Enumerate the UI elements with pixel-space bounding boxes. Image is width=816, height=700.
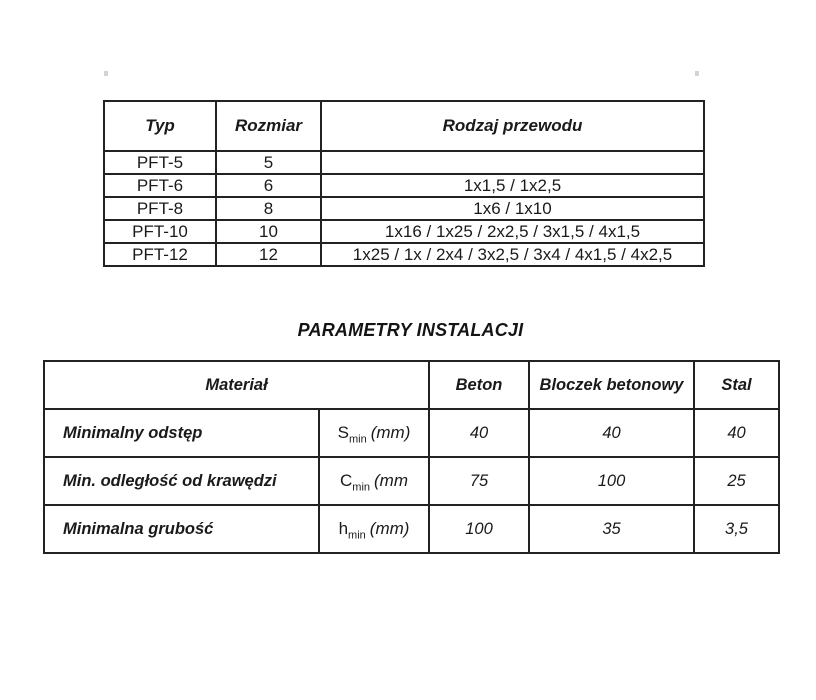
cell-przewod (321, 151, 704, 174)
cell-typ: PFT-5 (104, 151, 216, 174)
symbol-cell-hmin (319, 505, 429, 553)
cell-rozmiar: 12 (216, 243, 321, 266)
table-row (44, 409, 779, 457)
col-header-stal: Stal (694, 361, 779, 409)
row-label-min-odstep: Minimalny odstęp (44, 409, 319, 457)
cell-rozmiar: 10 (216, 220, 321, 243)
col-header-typ: Typ (104, 101, 216, 151)
cell-przewod: 1x6 / 1x10 (321, 197, 704, 220)
col-header-material: Materiał (44, 361, 429, 409)
cell-przewod: 1x16 / 1x25 / 2x2,5 / 3x1,5 / 4x1,5 (321, 220, 704, 243)
value-beton: 75 (429, 457, 529, 505)
value-stal: 40 (694, 409, 779, 457)
pft-types-table (103, 100, 705, 267)
table-row (104, 197, 704, 220)
symbol-subscript: min (348, 529, 366, 542)
pft-header-row (104, 101, 704, 151)
value-bloczek: 100 (529, 457, 694, 505)
col-header-bloczek: Bloczek betonowy (529, 361, 694, 409)
table-row (104, 220, 704, 243)
cell-typ: PFT-8 (104, 197, 216, 220)
value-beton: 100 (429, 505, 529, 553)
symbol-letter: C (340, 471, 353, 490)
value-beton: 40 (429, 409, 529, 457)
col-header-beton: Beton (429, 361, 529, 409)
table-row (104, 174, 704, 197)
scan-speck-left (104, 71, 108, 76)
symbol-subscript: min (352, 481, 371, 494)
symbol-letter: S (337, 423, 349, 442)
table-row (104, 151, 704, 174)
table-row (104, 243, 704, 266)
table-row (44, 457, 779, 505)
col-header-rodzaj-przewodu: Rodzaj przewodu (321, 101, 704, 151)
symbol-unit: (mm) (369, 519, 410, 538)
symbol-letter: h (338, 519, 349, 538)
cell-typ: PFT-12 (104, 243, 216, 266)
cell-typ: PFT-6 (104, 174, 216, 197)
symbol-unit: (mm (374, 471, 408, 490)
symbol-unit: (mm) (370, 423, 411, 442)
table-row (44, 505, 779, 553)
symbol-cell-cmin (319, 457, 429, 505)
cell-rozmiar: 5 (216, 151, 321, 174)
cell-przewod: 1x25 / 1x / 2x4 / 3x2,5 / 3x4 / 4x1,5 / 4x2,5 (321, 243, 704, 266)
cell-przewod: 1x1,5 / 1x2,5 (321, 174, 704, 197)
cell-typ: PFT-10 (104, 220, 216, 243)
col-header-rozmiar: Rozmiar (216, 101, 321, 151)
cell-rozmiar: 8 (216, 197, 321, 220)
value-stal: 25 (694, 457, 779, 505)
row-label-min-grubosc: Minimalna grubość (44, 505, 319, 553)
value-stal: 3,5 (694, 505, 779, 553)
symbol-cell-smin (319, 409, 429, 457)
row-label-min-odleglosc: Min. odległość od krawędzi (44, 457, 319, 505)
symbol-subscript: min (348, 433, 367, 446)
parameters-header-row (44, 361, 779, 409)
value-bloczek: 35 (529, 505, 694, 553)
value-bloczek: 40 (529, 409, 694, 457)
section-title: PARAMETRY INSTALACJI (297, 320, 524, 340)
installation-parameters-table (43, 360, 780, 554)
scan-speck-right (695, 71, 699, 76)
cell-rozmiar: 6 (216, 174, 321, 197)
